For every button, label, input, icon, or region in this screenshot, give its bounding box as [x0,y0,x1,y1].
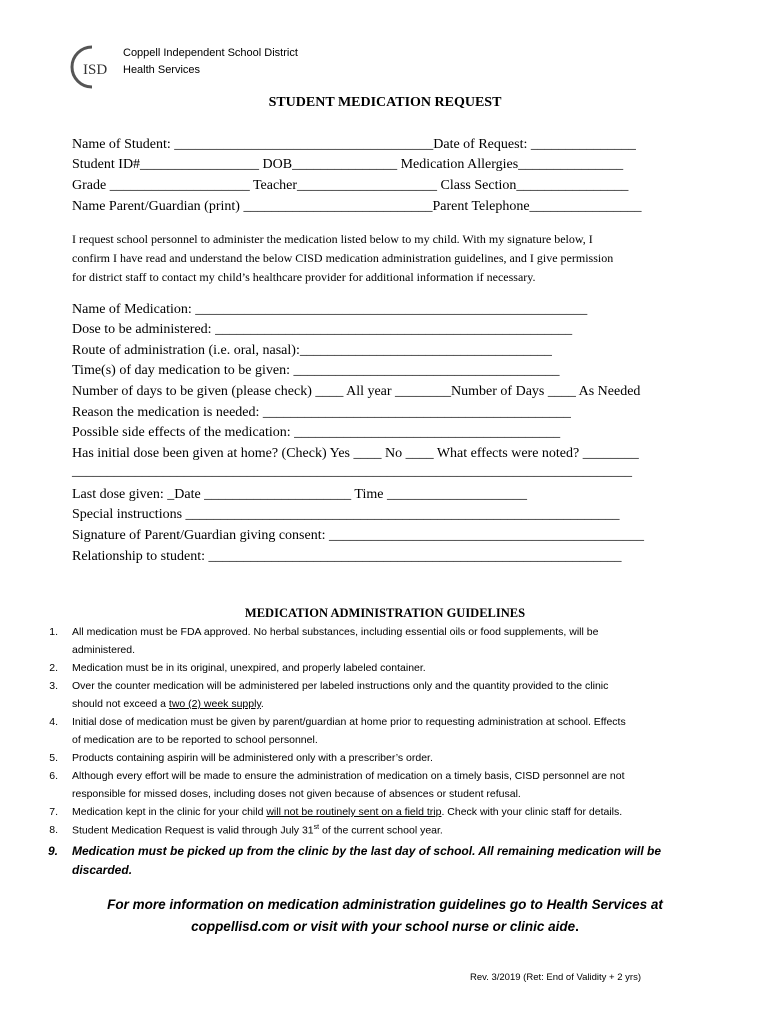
guideline-item: Over the counter medication will be administered per labeled instructions only and the quantity provided to the clinic [72,680,609,692]
department-name: Health Services [123,64,201,76]
guideline-text: Student Medication Request is valid through July 31 [72,824,314,837]
grade-field[interactable]: Grade ____________________ Teacher____________________ Class Section________________ [72,178,629,193]
guideline-text: should not exceed a [72,698,169,710]
field-trip-text: will not be routinely sent on a field trip [266,806,442,818]
guideline-item: All medication must be FDA approved. No herbal substances, including essential oils or food supplements, will be [72,626,599,638]
guideline-text: . Check with your clinic staff for details. [441,806,623,818]
ordinal-suffix: st [313,824,320,831]
supply-limit-text: two (2) week supply [168,698,261,710]
parent-name-field[interactable]: Name Parent/Guardian (print) ___________________________Parent Telephone________________ [72,199,642,214]
consent-text: I request school personnel to administer the medication listed below to my child. With my signature below, I [72,232,593,246]
effects-continuation-line[interactable]: ________________________________________________________________________________ [72,464,632,479]
list-number: 7. [49,806,58,818]
list-number: 1. [49,626,58,638]
guideline-text: of the current school year. [319,824,443,837]
guideline-item: of medication are to be reported to school personnel. [72,734,318,746]
dose-field[interactable]: Dose to be administered: ___________________________________________________ [72,322,573,337]
time-of-day-field[interactable]: Time(s) of day medication to be given: ______________________________________ [72,363,560,378]
side-effects-field[interactable]: Possible side effects of the medication: ______________________________________ [72,425,561,440]
student-id-field[interactable]: Student ID#_________________ DOB_______________ Medication Allergies_______________ [72,157,624,172]
guideline-item: discarded. [72,863,133,877]
guideline-item: administered. [72,644,136,656]
initial-dose-field[interactable]: Has initial dose been given at home? (Check) Yes ____ No ____ What effects were noted? ________ [72,446,639,461]
period: . [260,698,264,710]
guideline-item: Medication must be in its original, unexpired, and properly labeled container. [72,662,426,674]
cisd-logo [70,44,118,90]
guideline-item: Although every effort will be made to ensure the administration of medication on a timely basis, CISD personnel are not [72,770,625,782]
guidelines-title: MEDICATION ADMINISTRATION GUIDELINES [244,606,526,620]
list-number: 9. [47,844,58,858]
consent-text: for district staff to contact my child’s healthcare provider for additional information if necessary. [72,270,536,284]
reason-field[interactable]: Reason the medication is needed: ____________________________________________ [72,405,571,420]
more-info-text: For more information on medication administration guidelines go to Health Services at [107,897,663,912]
list-number: 8. [49,824,58,836]
district-name: Coppell Independent School District [123,47,298,59]
list-number: 3. [49,680,58,692]
guideline-item: Initial dose of medication must be given by parent/guardian at home prior to requesting administration at school. Effects [72,716,626,728]
list-number: 5. [49,752,58,764]
student-name-field[interactable]: Name of Student: _____________________________________Date of Request: _______________ [72,137,636,152]
signature-field[interactable]: Signature of Parent/Guardian giving consent: _____________________________________________ [72,528,644,543]
revision-note: Rev. 3/2019 (Ret: End of Validity + 2 yrs) [470,972,641,983]
consent-text: confirm I have read and understand the below CISD medication administration guidelines, and I give permission [72,251,614,265]
period: . [575,919,579,934]
medication-name-field[interactable]: Name of Medication: ________________________________________________________ [72,302,588,317]
guideline-item [72,698,264,710]
guideline-item [72,806,622,818]
list-number: 4. [49,716,58,728]
last-dose-field[interactable]: Last dose given: _Date _____________________ Time ____________________ [72,487,527,502]
list-number: 2. [49,662,58,674]
guideline-item: Products containing aspirin will be administered only with a prescriber’s order. [72,752,433,764]
route-field[interactable]: Route of administration (i.e. oral, nasal):____________________________________ [72,343,552,358]
guideline-item: Medication must be picked up from the clinic by the last day of school. All remaining medication will be [72,844,661,858]
guideline-item [72,824,443,837]
more-info-text-line2: coppellisd.com or visit with your school nurse or clinic aide [191,919,576,934]
list-number: 6. [49,770,58,782]
form-title: STUDENT MEDICATION REQUEST [268,95,502,110]
number-of-days-field[interactable]: Number of days to be given (please check) ____ All year ________Number of Days ____ As Needed [72,384,641,399]
special-instructions-field[interactable]: Special instructions ______________________________________________________________ [72,507,620,522]
guideline-item: responsible for missed doses, including doses not given because of absences or student refusal. [72,788,521,800]
relationship-field[interactable]: Relationship to student: ___________________________________________________________ [72,549,622,564]
guideline-text: Medication kept in the clinic for your child [72,806,267,818]
svg-text:ISD: ISD [83,62,108,78]
more-info-text [0,919,770,934]
